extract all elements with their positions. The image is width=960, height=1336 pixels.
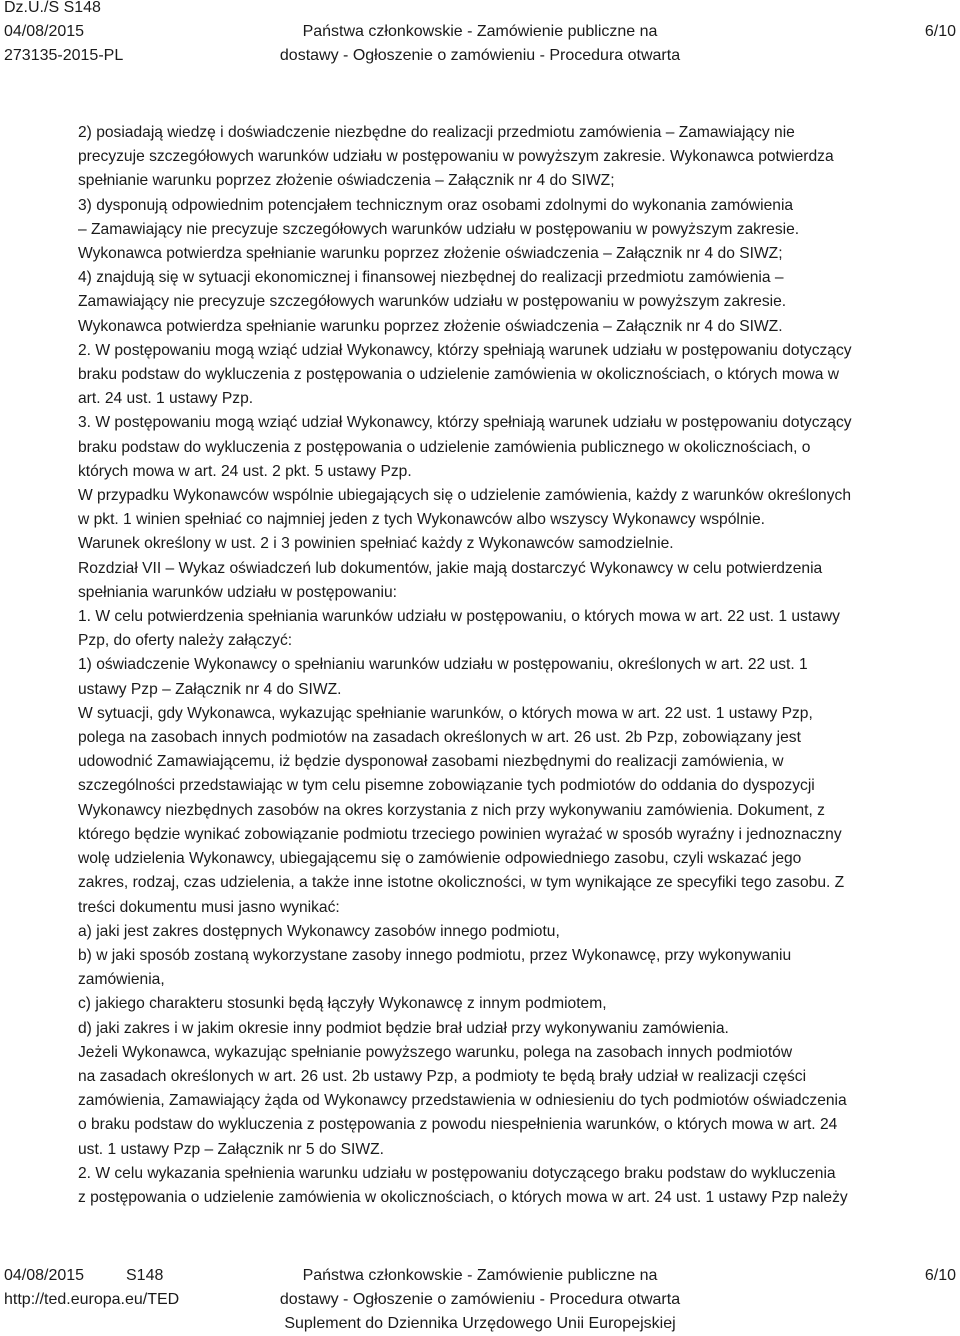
text-line: udowodnić Zamawiającemu, iż będzie dysponował zasobami niezbędnymi do realizacji zamówienia, w	[78, 753, 784, 771]
text-line: braku podstaw do wykluczenia z postępowania o udzielenie zamówienia publicznego w okolicznościach, o	[78, 438, 811, 456]
text-line: na zasadach określonych w art. 26 ust. 2b ustawy Pzp, a podmioty te będą brały udział w realizacji części	[78, 1067, 807, 1085]
text-line: zakres, rodzaj, czas udzielenia, a także inne istotne okoliczności, w tym wynikające ze specyfiki tego zasobu. Z	[78, 874, 845, 892]
text-line: 2) posiadają wiedzę i doświadczenie niezbędne do realizacji przedmiotu zamówienia – Zamawiający nie	[78, 124, 795, 141]
text-line: Pzp, do oferty należy załączyć:	[78, 632, 293, 650]
text-line: Zamawiający nie precyzuje szczegółowych warunków udziału w postępowaniu w powyższym zakresie.	[78, 293, 787, 311]
text-line: 1) oświadczenie Wykonawcy o spełnianiu warunków udziału w postępowaniu, określonych w art. 22 ust. 1	[78, 656, 808, 674]
text-line: Wykonawcy niezbędnych zasobów na okres korzystania z nich przy wykonywaniu zamówienia. Dokument, z	[78, 801, 825, 819]
notice-id: 273135-2015-PL	[4, 47, 124, 64]
document-body	[78, 121, 952, 1210]
text-line: spełniania warunków udziału w postępowaniu:	[78, 583, 398, 601]
text-line: ust. 1 ustawy Pzp – Załącznik nr 5 do SIWZ.	[78, 1140, 384, 1158]
text-line: precyzuje szczegółowych warunków udziału w postępowaniu w powyższym zakresie. Wykonawca potwierdza	[78, 148, 834, 166]
text-line: ustawy Pzp – Załącznik nr 4 do SIWZ.	[78, 680, 342, 698]
text-line: z postępowania o udzielenie zamówienia w okolicznościach, o których mowa w art. 24 ust. 1 ustawy Pzp należy	[78, 1188, 848, 1206]
text-line: 2. W postępowaniu mogą wziąć udział Wykonawcy, którzy spełniają warunek udziału w postępowaniu dotyczący	[78, 341, 852, 359]
text-line: 1. W celu potwierdzenia spełniania warunków udziału w postępowaniu, o których mowa w art. 22 ust. 1 ustawy	[78, 608, 840, 626]
header-page-number: 6/10	[924, 23, 956, 40]
text-line: w pkt. 1 winien spełniać co najmniej jeden z tych Wykonawców albo wszyscy Wykonawcy wspólnie.	[78, 511, 766, 529]
footer-series: S148	[126, 1267, 164, 1284]
text-line: – Zamawiający nie precyzuje szczegółowych warunków udziału w postępowaniu w powyższym zakresie.	[78, 220, 800, 238]
text-line: c) jakiego charakteru stosunki będą łączyły Wykonawcę z innym podmiotem,	[78, 995, 607, 1013]
text-line: Jeżeli Wykonawca, wykazując spełnianie powyższego warunku, polega na zasobach innych podmiotów	[78, 1043, 793, 1061]
header-date: 04/08/2015	[4, 23, 85, 40]
text-line: 4) znajdują się w sytuacji ekonomicznej i finansowej niezbędnej do realizacji przedmiotu zamówienia –	[78, 269, 784, 287]
text-line: treści dokumentu musi jasno wynikać:	[78, 898, 340, 916]
text-line: Rozdział VII – Wykaz oświadczeń lub dokumentów, jakie mają dostarczyć Wykonawcy w celu potwierdzenia	[78, 559, 823, 577]
text-line: b) w jaki sposób zostaną wykorzystane zasoby innego podmiotu, przez Wykonawcę, przy wykonywaniu	[78, 946, 792, 964]
text-line: 3) dysponują odpowiednim potencjałem technicznym oraz osobami zdolnymi do wykonania zamówienia	[78, 196, 794, 214]
footer-page-number: 6/10	[924, 1267, 956, 1284]
text-line: art. 24 ust. 1 ustawy Pzp.	[78, 390, 254, 408]
text-line: braku podstaw do wykluczenia z postępowania o udzielenie zamówienia w okolicznościach, o których mowa w	[78, 366, 840, 384]
footer-title-line3: Suplement do Dziennika Urzędowego Unii Europejskiej	[284, 1315, 676, 1332]
text-line: W sytuacji, gdy Wykonawca, wykazując spełnianie warunków, o których mowa w art. 22 ust. 1 ustawy Pzp,	[78, 704, 813, 722]
text-line: W przypadku Wykonawców wspólnie ubiegających się o udzielenie zamówienia, każdy z warunków określonych	[78, 487, 851, 505]
text-line: Warunek określony w ust. 2 i 3 powinien spełniać każdy z Wykonawców samodzielnie.	[78, 535, 674, 553]
header-title-line1: Państwa członkowskie - Zamówienie publiczne na	[302, 23, 658, 40]
text-line: zamówienia, Zamawiający żąda od Wykonawcy przedstawienia w odniesieniu do tych podmiotów oświadczenia	[78, 1092, 847, 1110]
text-line: o braku podstaw do wykluczenia z postępowania z powodu niespełnienia warunków, o których mowa w art. 24	[78, 1116, 838, 1134]
header-title-line2: dostawy - Ogłoszenie o zamówieniu - Procedura otwarta	[279, 47, 681, 64]
text-line: d) jaki zakres i w jakim okresie inny podmiot będzie brał udział przy wykonywaniu zamówienia.	[78, 1019, 729, 1037]
text-line: spełnianie warunku poprzez złożenie oświadczenia – Załącznik nr 4 do SIWZ;	[78, 172, 615, 190]
footer-title-line1: Państwa członkowskie - Zamówienie publiczne na	[302, 1267, 658, 1284]
text-line: polega na zasobach innych podmiotów na zasadach określonych w art. 26 ust. 2b Pzp, zobowiązany jest	[78, 729, 801, 747]
text-line: Wykonawca potwierdza spełnianie warunku poprzez złożenie oświadczenia – Załącznik nr 4 do SIWZ;	[78, 245, 783, 263]
journal-reference: Dz.U./S S148	[4, 0, 101, 16]
text-line: którego będzie wynikać zobowiązanie podmiotu trzeciego powinien wyrażać w sposób wyraźny i jednoznaczny	[78, 825, 842, 843]
text-line: 3. W postępowaniu mogą wziąć udział Wykonawcy, którzy spełniają warunek udziału w postępowaniu dotyczący	[78, 414, 852, 432]
footer-url-link[interactable]: http://ted.europa.eu/TED	[4, 1291, 180, 1308]
text-line: zamówienia,	[78, 971, 165, 989]
footer-title-line2: dostawy - Ogłoszenie o zamówieniu - Procedura otwarta	[279, 1291, 681, 1308]
text-line: a) jaki jest zakres dostępnych Wykonawcy zasobów innego podmiotu,	[78, 922, 560, 940]
text-line: wolę udzielenia Wykonawcy, ubiegającemu się o zamówienie odpowiedniego zasobu, czyli wskazać jego	[78, 850, 802, 868]
text-line: Wykonawca potwierdza spełnianie warunku poprzez złożenie oświadczenia – Załącznik nr 4 do SIWZ.	[78, 317, 783, 335]
footer-date: 04/08/2015	[4, 1267, 85, 1284]
text-line: których mowa w art. 24 ust. 2 pkt. 5 ustawy Pzp.	[78, 462, 412, 480]
text-line: szczególności przedstawiając w tym celu pisemne zobowiązanie tych podmiotów do oddania do dyspozycji	[78, 777, 815, 795]
text-line: 2. W celu wykazania spełnienia warunku udziału w postępowaniu dotyczącego braku podstaw do wykluczenia	[78, 1164, 836, 1182]
